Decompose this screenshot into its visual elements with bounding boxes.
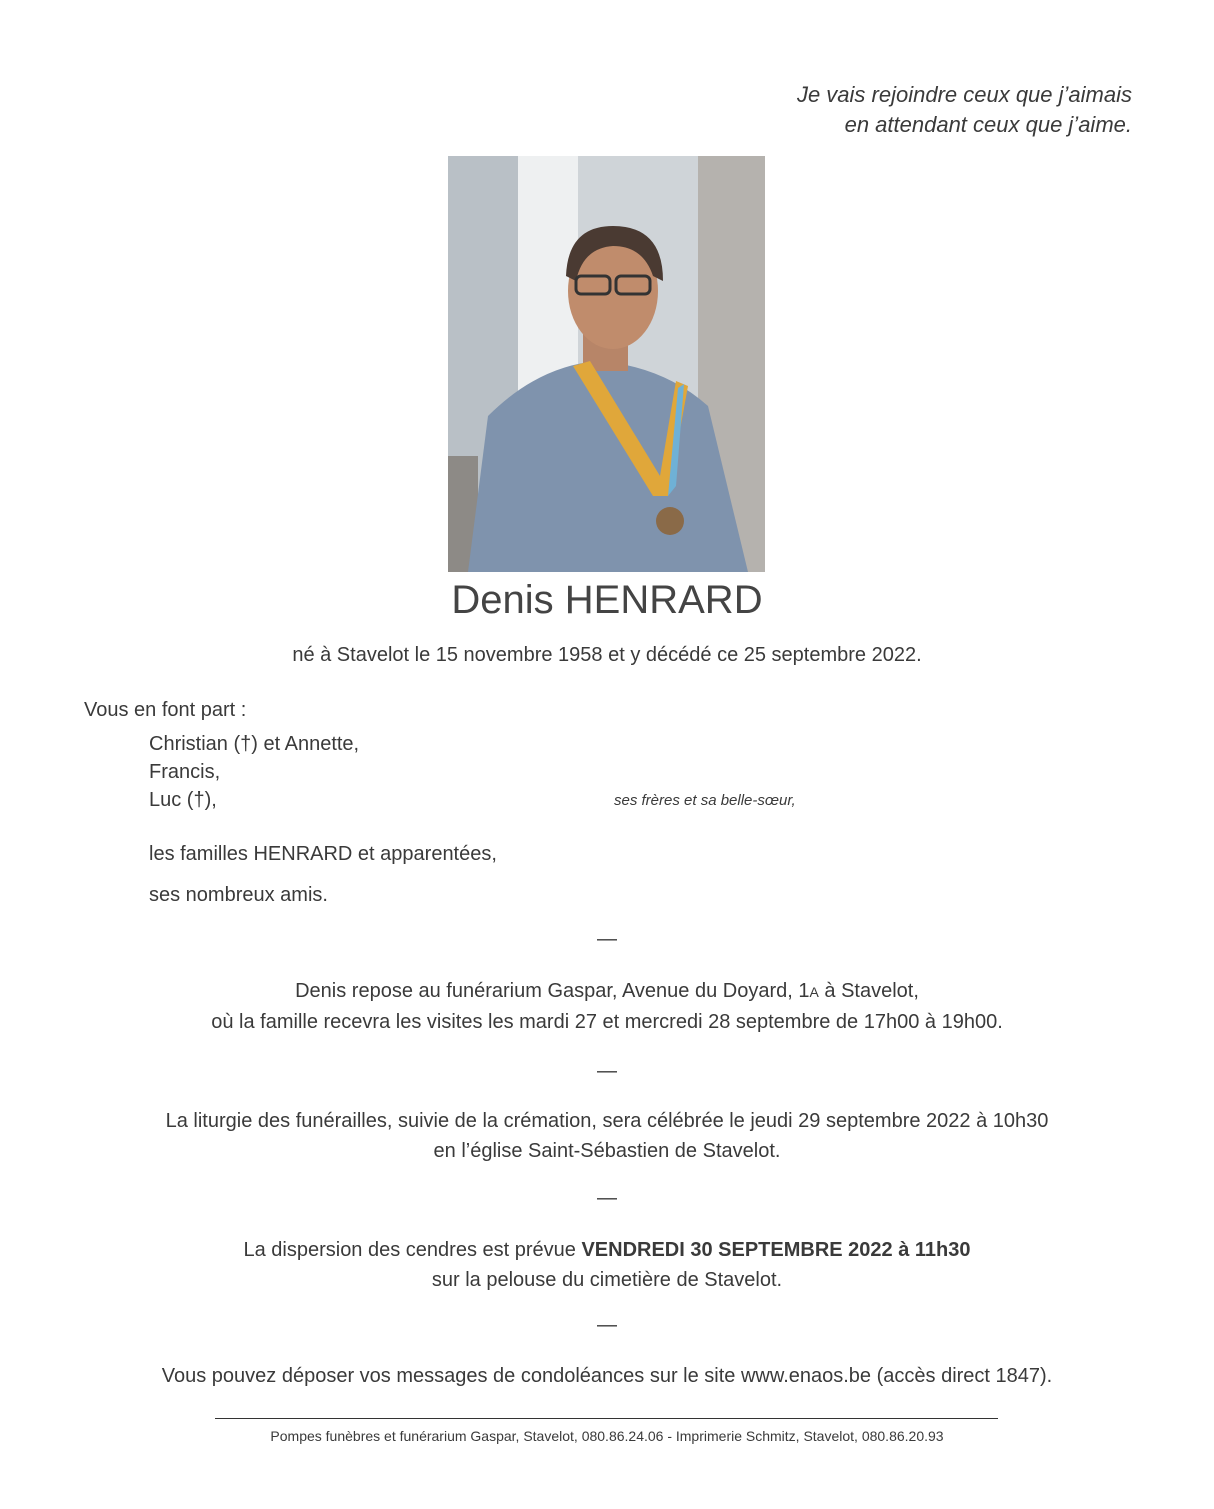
- condolences-info: Vous pouvez déposer vos messages de condoléances sur le site www.enaos.be (accès direct 1847).: [161, 1365, 1053, 1387]
- visitation-line-1: [0, 976, 1214, 1007]
- dispersion-line-2: sur la pelouse du cimetière de Stavelot.: [431, 1269, 783, 1291]
- dispersion-date: VENDREDI 30 SEPTEMBRE 2022 à 11h30: [581, 1239, 971, 1261]
- visitation-text: Denis repose au funérarium Gaspar, Avenue du Doyard, 1: [295, 980, 810, 1002]
- epigraph-line-2: en attendant ceux que j’aime.: [844, 112, 1132, 137]
- friends-line: ses nombreux amis.: [149, 884, 328, 906]
- family-member: Francis,: [149, 761, 221, 783]
- separator: —: [597, 1314, 617, 1336]
- visitation-text-end: à Stavelot,: [818, 980, 919, 1002]
- address-suffix: A: [809, 984, 819, 1000]
- liturgy-line-1: La liturgie des funérailles, suivie de la crémation, sera célébrée le jeudi 29 septembre 2022 à 10h30: [165, 1110, 1049, 1132]
- visitation-line-2: où la famille recevra les visites les mardi 27 et mercredi 28 septembre de 17h00 à 19h00.: [211, 1011, 1003, 1033]
- families-line: les familles HENRARD et apparentées,: [149, 843, 497, 865]
- portrait-photo: [448, 156, 765, 572]
- deceased-name: Denis HENRARD: [451, 578, 763, 622]
- birth-death-dates: né à Stavelot le 15 novembre 1958 et y décédé ce 25 septembre 2022.: [292, 644, 922, 666]
- footer-credits: Pompes funèbres et funérarium Gaspar, Stavelot, 080.86.24.06 - Imprimerie Schmitz, Stavelot, 080.86.20.93: [270, 1428, 944, 1444]
- separator: —: [597, 928, 617, 950]
- epigraph: [797, 80, 1132, 140]
- dispersion-line-1: [0, 1235, 1214, 1265]
- family-member: Luc (†),: [149, 789, 217, 811]
- epigraph-line-1: Je vais rejoindre ceux que j’aimais: [796, 82, 1132, 107]
- separator: —: [597, 1187, 617, 1209]
- relation-note: ses frères et sa belle-sœur,: [614, 792, 796, 809]
- dispersion-info: [0, 1235, 1214, 1295]
- visitation-info: [0, 976, 1214, 1037]
- announcement-intro: Vous en font part :: [84, 699, 247, 721]
- footer-divider: [215, 1418, 998, 1419]
- dispersion-text: La dispersion des cendres est prévue: [243, 1239, 582, 1261]
- family-member: Christian (†) et Annette,: [149, 733, 360, 755]
- liturgy-info: [0, 1106, 1214, 1166]
- liturgy-line-2: en l’église Saint-Sébastien de Stavelot.: [433, 1140, 781, 1162]
- portrait-photo-icon: [448, 156, 765, 572]
- separator: —: [597, 1060, 617, 1082]
